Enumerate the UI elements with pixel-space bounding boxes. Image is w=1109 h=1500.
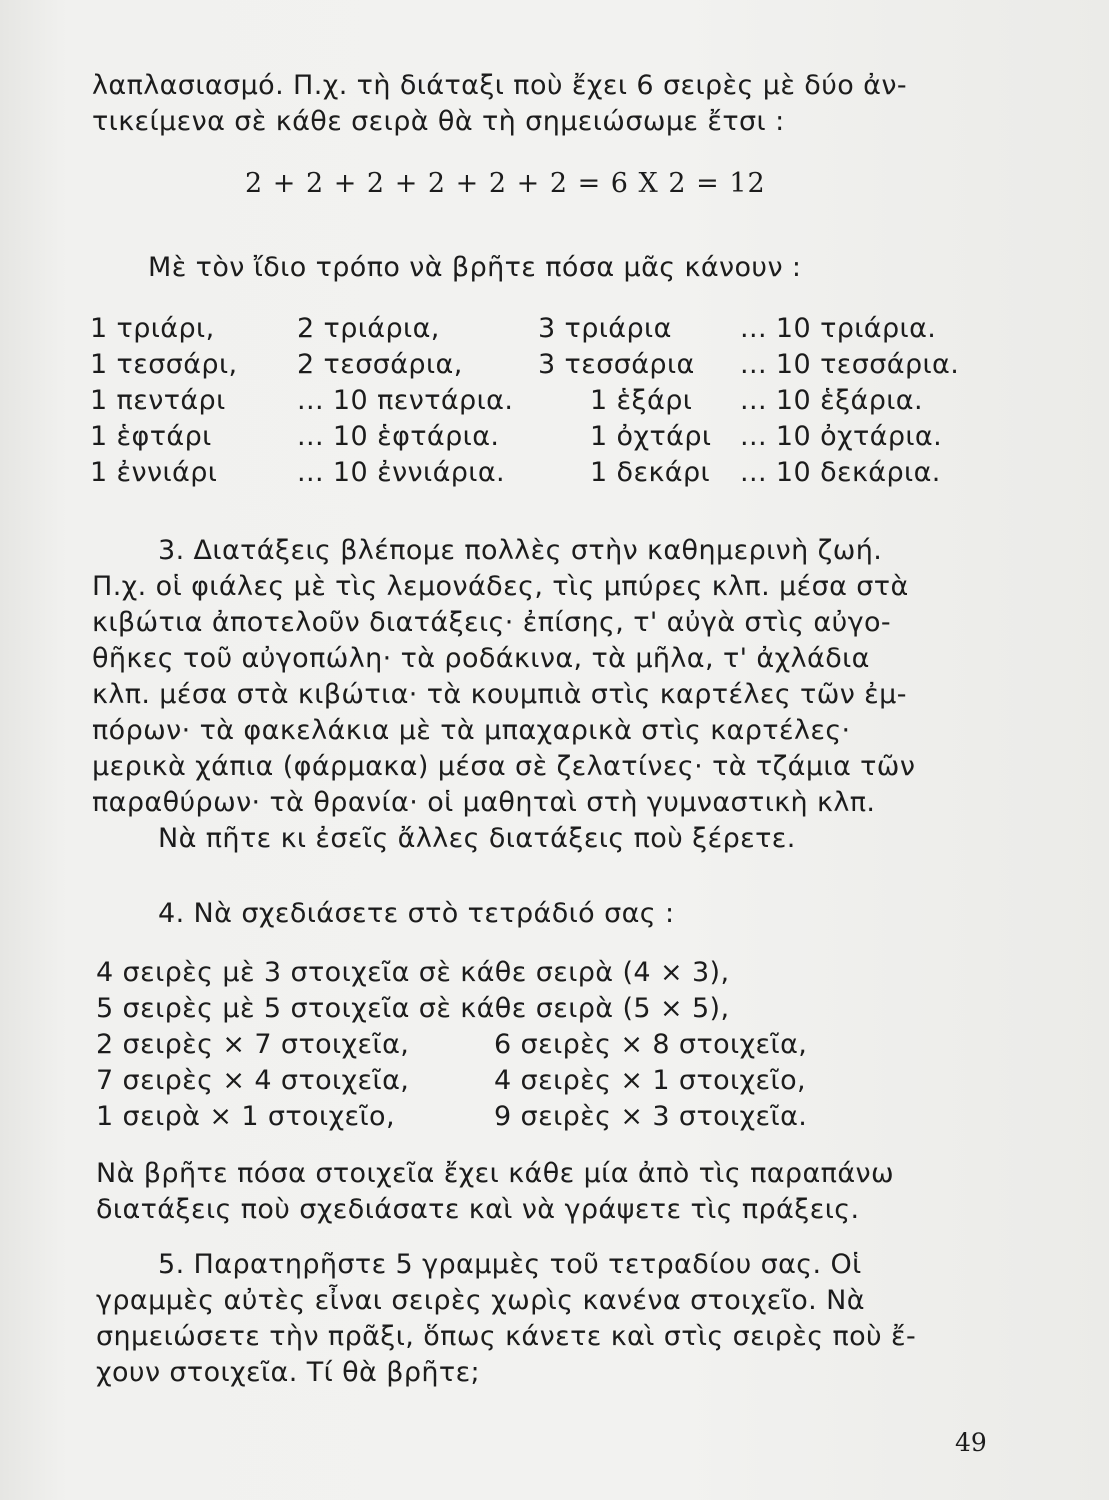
table-cell: ... 10 τεσσάρια. [740,349,960,380]
section-5-line: γραμμὲς αὐτὲς εἶναι σειρὲς χωρὶς κανένα στοιχεῖο. Νὰ [96,1285,865,1316]
section-4-grid-cell: 4 σειρὲς × 1 στοιχεῖο, [494,1065,806,1096]
table-cell: ... 10 ὀχτάρια. [740,421,943,452]
section-5-line: χουν στοιχεῖα. Τί θὰ βρῆτε; [96,1357,481,1388]
table-cell: 1 πεντάρι [90,385,226,416]
table-cell: ... 10 ἐννιάρια. [297,457,506,488]
section-4-row: 4 σειρὲς μὲ 3 στοιχεῖα σὲ κάθε σειρὰ (4 × 3), [96,957,730,988]
table-cell: 2 τεσσάρια, [297,349,463,380]
table-cell: 1 τριάρι, [90,313,215,344]
page-number: 49 [955,1428,987,1457]
intro-line-2: τικείμενα σὲ κάθε σειρὰ θὰ τὴ σημειώσωμε ἔτσι : [92,106,785,137]
section-3-heading: 3. Διατάξεις βλέπομε πολλὲς στὴν καθημερινὴ ζωή. [158,535,883,566]
section-4-closing: Νὰ βρῆτε πόσα στοιχεῖα ἔχει κάθε μία ἀπὸ τὶς παραπάνω [96,1158,895,1189]
table-cell: 1 ὀχτάρι [590,421,712,452]
section-3-line: θῆκες τοῦ αὐγοπώλη· τὰ ροδάκινα, τὰ μῆλα, τ' ἀχλάδια [92,643,870,674]
multiplication-equation: 2 + 2 + 2 + 2 + 2 + 2 = 6 X 2 = 12 [245,168,766,199]
table-cell: ... 10 δεκάρια. [740,457,941,488]
section-5-line: σημειώσετε τὴν πρᾶξι, ὅπως κάνετε καὶ στὶς σειρὲς ποὺ ἔ- [96,1321,917,1352]
section-3-line: κλπ. μέσα στὰ κιβώτια· τὰ κουμπιὰ στὶς καρτέλες τῶν ἐμ- [92,679,907,710]
table-cell: ... 10 ἑφτάρια. [297,421,500,452]
section-4-heading: 4. Νὰ σχεδιάσετε στὸ τετράδιό σας : [158,898,675,929]
section-3-line: κιβώτια ἀποτελοῦν διατάξεις· ἐπίσης, τ' αὐγὰ στὶς αὐγο- [92,607,892,638]
table-prompt: Μὲ τὸν ἴδιο τρόπο νὰ βρῆτε πόσα μᾶς κάνουν : [148,252,802,283]
table-cell: 1 ἑφτάρι [90,421,212,452]
section-3-line: μερικὰ χάπια (φάρμακα) μέσα σὲ ζελατίνες· τὰ τζάμια τῶν [92,751,916,782]
table-cell: 3 τεσσάρια [538,349,695,380]
section-4-closing: διατάξεις ποὺ σχεδιάσατε καὶ νὰ γράψετε τὶς πράξεις. [96,1194,860,1225]
table-cell: 3 τριάρια [538,313,672,344]
section-3-line: πόρων· τὰ φακελάκια μὲ τὰ μπαχαρικὰ στὶς καρτέλες· [92,715,851,746]
table-cell: 1 ἐννιάρι [90,457,218,488]
table-cell: 2 τριάρια, [297,313,440,344]
section-4-grid-cell: 6 σειρὲς × 8 στοιχεῖα, [494,1029,808,1060]
section-3-line: Νὰ πῆτε κι ἐσεῖς ἄλλες διατάξεις ποὺ ξέρετε. [158,823,796,854]
table-cell: 1 ἑξάρι [590,385,693,416]
section-4-grid-cell: 7 σειρὲς × 4 στοιχεῖα, [96,1065,410,1096]
section-4-grid-cell: 9 σειρὲς × 3 στοιχεῖα. [494,1101,808,1132]
section-4-grid-cell: 2 σειρὲς × 7 στοιχεῖα, [96,1029,410,1060]
section-4-grid-cell: 1 σειρὰ × 1 στοιχεῖο, [96,1101,395,1132]
table-cell: 1 δεκάρι [590,457,711,488]
table-cell: ... 10 τριάρια. [740,313,937,344]
section-3-line: Π.χ. οἱ φιάλες μὲ τὶς λεμονάδες, τὶς μπύρες κλπ. μέσα στὰ [92,571,909,602]
table-cell: ... 10 ἑξάρια. [740,385,923,416]
table-cell: 1 τεσσάρι, [90,349,238,380]
table-cell: ... 10 πεντάρια. [297,385,514,416]
section-4-row: 5 σειρὲς μὲ 5 στοιχεῖα σὲ κάθε σειρὰ (5 × 5), [96,993,730,1024]
section-3-line: παραθύρων· τὰ θρανία· οἱ μαθηταὶ στὴ γυμναστικὴ κλπ. [92,787,876,818]
intro-line-1: λαπλασιασμό. Π.χ. τὴ διάταξι ποὺ ἔχει 6 σειρὲς μὲ δύο ἀν- [92,70,907,101]
section-5-heading: 5. Παρατηρῆστε 5 γραμμὲς τοῦ τετραδίου σας. Οἱ [158,1249,862,1280]
